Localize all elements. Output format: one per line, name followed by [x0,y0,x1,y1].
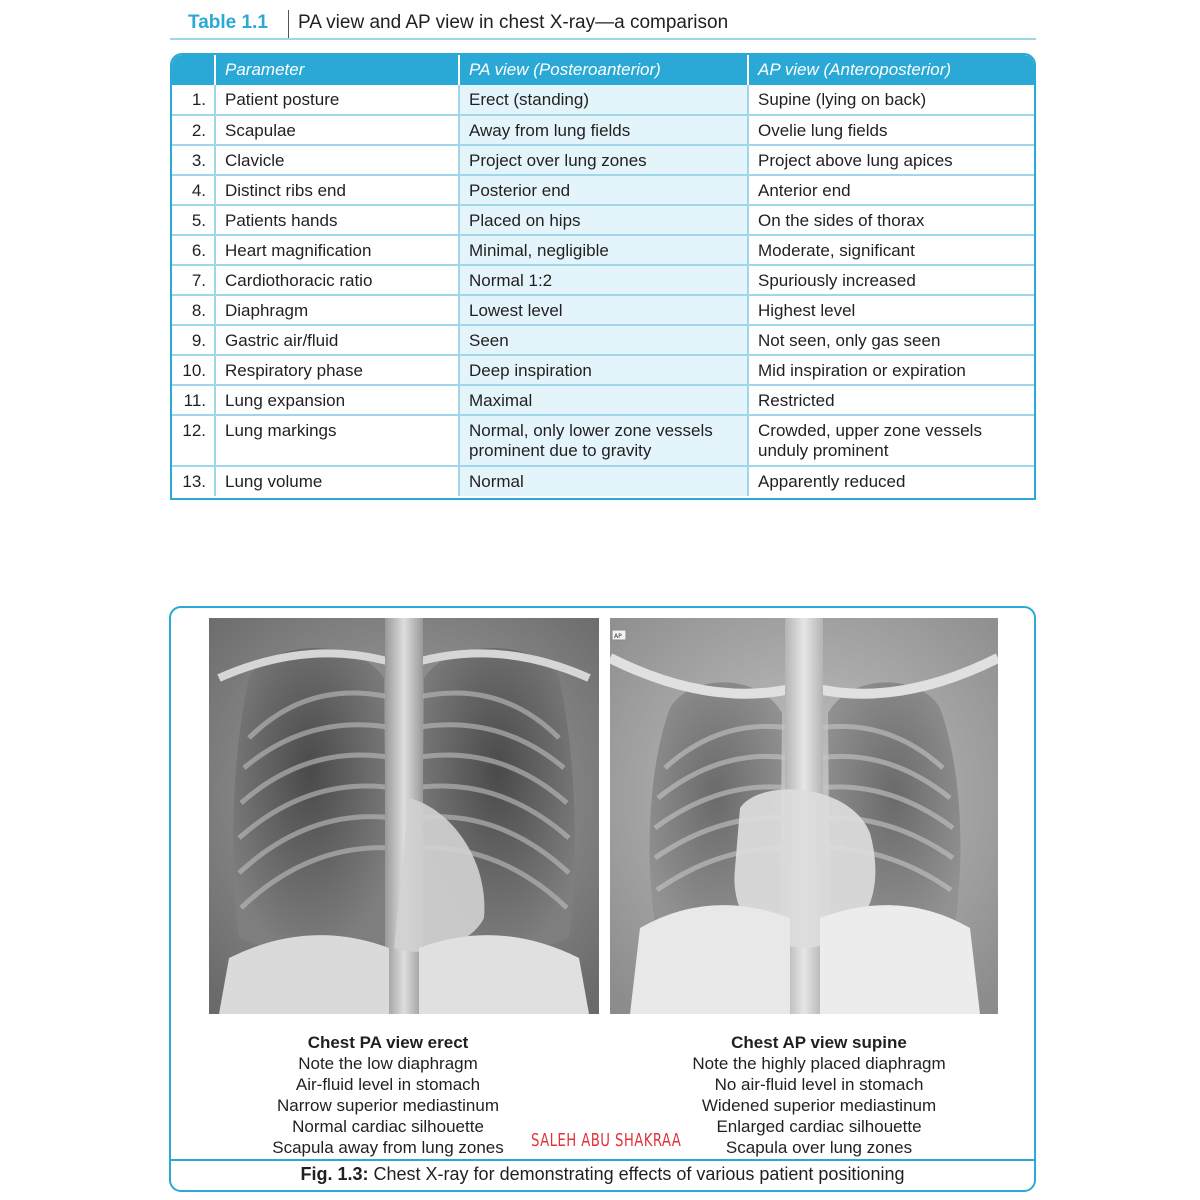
row-number-cell [172,385,215,415]
ap-view-cell-text: Crowded, upper zone vessels [758,421,982,440]
parameter-cell [215,205,459,235]
pa-view-cell [459,235,748,265]
parameter-cell [215,325,459,355]
parameter-cell [215,355,459,385]
ap-view-cell [748,115,1034,145]
pa-view-cell [459,175,748,205]
table-row [172,175,1034,205]
parameter-cell-text: Lung expansion [225,391,346,410]
column-header-ap-view: AP view (Anteroposterior) [748,55,1034,85]
ap-view-cell-text: Highest level [758,301,856,320]
pa-view-cell [459,205,748,235]
watermark: SALEH ABU SHAKRAA [531,1130,682,1151]
table-row [172,145,1034,175]
row-number-cell-text: 4. [191,181,206,200]
parameter-cell [215,385,459,415]
parameter-cell [215,115,459,145]
parameter-cell-text: Respiratory phase [225,361,363,380]
chest-ap-xray-image [610,618,998,1014]
parameter-cell [215,265,459,295]
parameter-cell-text: Distinct ribs end [225,181,346,200]
ap-caption-line: No air-fluid level in stomach [714,1075,924,1094]
pa-view-cell-text: Placed on hips [469,211,581,230]
ap-view-cell-text: unduly prominent [758,441,889,460]
table-row [172,415,1034,466]
table-body [172,85,1034,496]
row-number-cell [172,205,215,235]
ap-view-cell [748,355,1034,385]
parameter-cell-text: Lung markings [225,421,337,440]
row-number-cell-text: 6. [191,241,206,260]
pa-caption-heading: Chest PA view erect [307,1033,469,1052]
ap-view-cell [748,385,1034,415]
parameter-cell [215,295,459,325]
ap-view-cell-text: Ovelie lung fields [758,121,888,140]
table-row [172,115,1034,145]
pa-caption-line: Note the low diaphragm [298,1054,478,1073]
chest-pa-xray-image [209,618,599,1014]
ap-view-cell-text: Mid inspiration or expiration [758,361,966,380]
row-number-cell-text: 11. [183,391,206,410]
pa-view-cell [459,85,748,115]
pa-view-cell-text: Seen [469,331,509,350]
column-header-number [172,55,215,85]
pa-view-cell-text: Normal 1:2 [469,271,553,290]
table-row [172,385,1034,415]
row-number-cell-text: 5. [191,211,206,230]
row-number-cell-text: 8. [191,301,206,320]
pa-caption-line: Scapula away from lung zones [272,1138,504,1157]
row-number-cell-text: 3. [191,151,206,170]
ap-caption-line: Scapula over lung zones [725,1138,913,1157]
row-number-cell-text: 1. [191,90,206,109]
row-number-cell [172,85,215,115]
ap-caption-heading: Chest AP view supine [731,1033,907,1052]
figure-caption-rule [171,1159,1034,1161]
pa-view-cell-text: Away from lung fields [469,121,631,140]
table-row [172,355,1034,385]
pa-view-cell [459,415,748,466]
row-number-cell-text: 10. [182,361,206,380]
figure-label: Fig. 1.3: [300,1164,369,1184]
row-number-cell [172,235,215,265]
ap-view-cell-text: Restricted [758,391,835,410]
parameter-cell-text: Gastric air/fluid [225,331,339,350]
parameter-cell-text: Scapulae [225,121,296,140]
ap-view-cell [748,235,1034,265]
row-number-cell-text: 12. [182,421,206,440]
pa-view-cell [459,466,748,496]
ap-view-cell [748,415,1034,466]
column-header-parameter: Parameter [215,55,459,85]
row-number-cell [172,355,215,385]
ap-image-marker: AP [614,633,622,640]
ap-caption-line: Note the highly placed diaphragm [692,1054,946,1073]
figure-box [169,606,1036,1192]
parameter-cell-text: Diaphragm [225,301,309,320]
parameter-cell [215,235,459,265]
ap-view-cell [748,295,1034,325]
ap-caption-line: Widened superior mediastinum [701,1096,937,1115]
table-label: Table 1.1 [188,12,268,33]
pa-view-cell-text: Lowest level [469,301,563,320]
parameter-cell-text: Heart magnification [225,241,372,260]
table-row [172,265,1034,295]
row-number-cell-text: 9. [191,331,206,350]
parameter-cell-text: Patient posture [225,90,340,109]
row-number-cell [172,175,215,205]
ap-caption [654,1032,984,1158]
parameter-cell-text: Lung volume [225,472,323,491]
ap-view-cell [748,325,1034,355]
pa-view-cell [459,385,748,415]
parameter-cell [215,415,459,466]
table-title: PA view and AP view in chest X-ray—a comparison [298,12,729,33]
row-number-cell [172,265,215,295]
row-number-cell [172,145,215,175]
ap-view-cell-text: Spuriously increased [758,271,916,290]
pa-view-cell-text: Normal [469,472,524,491]
pa-caption-line: Normal cardiac silhouette [292,1117,484,1136]
pa-caption [223,1032,553,1158]
pa-view-cell [459,145,748,175]
pa-view-cell-text: Deep inspiration [469,361,592,380]
pa-view-cell-text: Erect (standing) [469,90,589,109]
parameter-cell [215,85,459,115]
figure-caption [171,1164,1034,1185]
pa-view-cell-text: Posterior end [469,181,571,200]
ap-view-cell [748,175,1034,205]
ap-view-cell-text: Moderate, significant [758,241,915,260]
ap-view-cell [748,145,1034,175]
parameter-cell-text: Cardiothoracic ratio [225,271,373,290]
table-row [172,325,1034,355]
ap-view-cell [748,265,1034,295]
table-header-row [172,55,1034,85]
row-number-cell [172,115,215,145]
ap-view-cell-text: Project above lung apices [758,151,953,170]
pa-view-cell-text: prominent due to gravity [469,441,652,460]
pa-view-cell-text: Normal, only lower zone vessels [469,421,713,440]
table-row [172,85,1034,115]
ap-caption-line: Enlarged cardiac silhouette [716,1117,922,1136]
pa-view-cell [459,265,748,295]
ap-view-cell [748,85,1034,115]
row-number-cell [172,415,215,466]
ap-view-cell-text: Apparently reduced [758,472,906,491]
row-number-cell-text: 7. [191,271,206,290]
comparison-table [170,53,1036,500]
pa-view-cell [459,325,748,355]
parameter-cell-text: Patients hands [225,211,338,230]
parameter-cell [215,466,459,496]
figure-caption-text: Chest X-ray for demonstrating effects of various patient positioning [373,1164,905,1184]
pa-caption-line: Air-fluid level in stomach [295,1075,481,1094]
table-row [172,466,1034,496]
ap-view-cell [748,205,1034,235]
column-header-pa-view: PA view (Posteroanterior) [459,55,748,85]
table-row [172,235,1034,265]
pa-caption-line: Narrow superior mediastinum [276,1096,500,1115]
ap-view-cell-text: Not seen, only gas seen [758,331,941,350]
pa-view-cell-text: Maximal [469,391,533,410]
table-heading-divider [288,10,289,40]
pa-view-cell-text: Project over lung zones [469,151,647,170]
ap-view-cell-text: Supine (lying on back) [758,90,927,109]
pa-view-cell [459,115,748,145]
table-heading-rule [170,38,1036,40]
row-number-cell [172,325,215,355]
table-heading [170,6,1036,40]
row-number-cell [172,466,215,496]
pa-view-cell-text: Minimal, negligible [469,241,609,260]
parameter-cell-text: Clavicle [225,151,285,170]
pa-view-cell [459,355,748,385]
table-row [172,205,1034,235]
ap-view-cell-text: Anterior end [758,181,851,200]
row-number-cell-text: 13. [182,472,206,491]
row-number-cell-text: 2. [191,121,206,140]
table-row [172,295,1034,325]
ap-view-cell [748,466,1034,496]
row-number-cell [172,295,215,325]
ap-view-cell-text: On the sides of thorax [758,211,925,230]
parameter-cell [215,175,459,205]
parameter-cell [215,145,459,175]
pa-view-cell [459,295,748,325]
